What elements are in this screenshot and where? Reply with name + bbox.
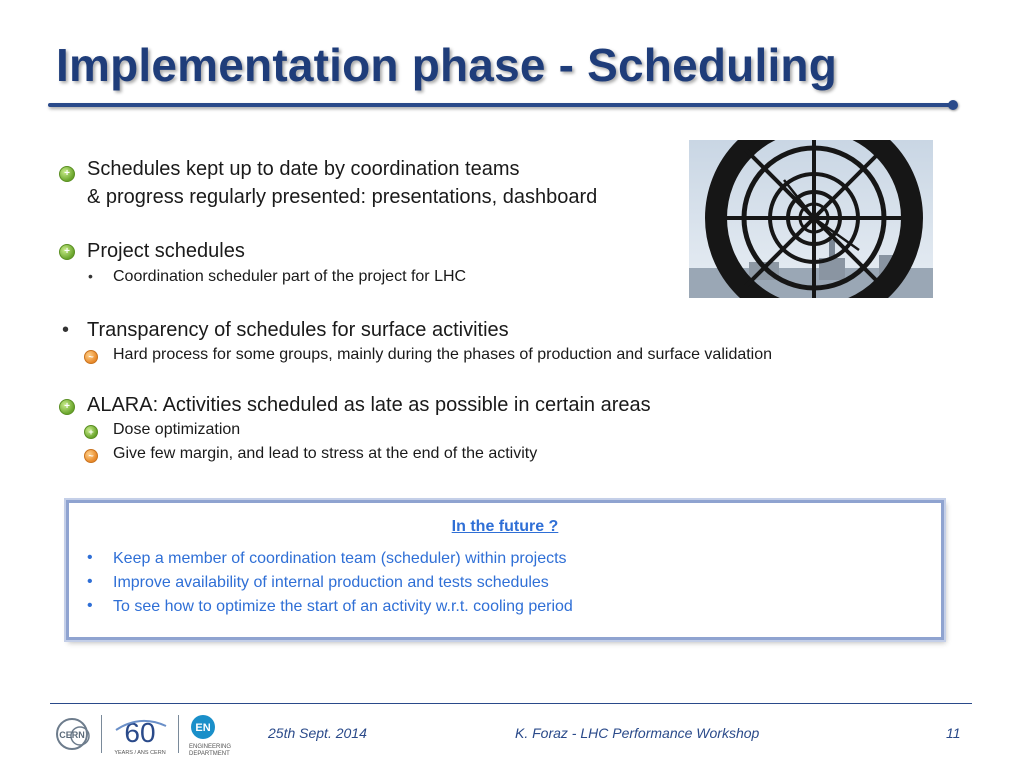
future-item: Improve availability of internal production and tests schedules — [113, 574, 549, 591]
footer-date: 25th Sept. 2014 — [268, 725, 367, 741]
bullet-2-text: Project schedules — [87, 240, 245, 262]
tilde-marker-icon: ~ — [84, 449, 98, 463]
en-department-logo — [186, 712, 246, 758]
slide-title: Implementation phase - Scheduling — [56, 39, 838, 91]
svg-text:YEARS / ANS CERN: YEARS / ANS CERN — [114, 750, 166, 756]
bullet-1-line-2: & progress regularly presented: presentations, dashboard — [87, 186, 598, 208]
bullet-dot-icon: • — [87, 573, 93, 590]
footer-presenter: K. Foraz - LHC Performance Workshop — [515, 725, 760, 741]
clock-tower-photo — [689, 140, 933, 298]
bullet-1-line-1: Schedules kept up to date by coordination teams — [87, 158, 520, 180]
cern-logo — [52, 714, 96, 754]
logo-divider — [101, 715, 102, 753]
bullet-2-sub-1: Coordination scheduler part of the project for LHC — [113, 268, 467, 285]
page-number: 11 — [946, 725, 961, 741]
bullet-dot-icon: • — [88, 268, 93, 284]
cern-60-years-logo — [110, 712, 172, 758]
bullet-dot-icon: • — [87, 597, 93, 614]
future-item: Keep a member of coordination team (scheduler) within projects — [113, 550, 567, 567]
plus-marker-icon: + — [84, 425, 98, 439]
logo-divider — [178, 715, 179, 753]
plus-marker-icon: + — [59, 244, 75, 260]
bullet-4-sub-1: Dose optimization — [113, 421, 241, 438]
svg-text:CERN: CERN — [59, 730, 85, 740]
future-callout-box — [66, 500, 944, 640]
bullet-4-text: ALARA: Activities scheduled as late as possible in certain areas — [87, 394, 651, 416]
plus-marker-icon: + — [59, 166, 75, 182]
bullet-dot-icon: • — [62, 319, 70, 341]
future-title: In the future ? — [451, 518, 559, 535]
tilde-marker-icon: ~ — [84, 350, 98, 364]
svg-text:DEPARTMENT: DEPARTMENT — [189, 751, 230, 757]
bullet-3-sub-1: Hard process for some groups, mainly during the phases of production and surface validation — [113, 346, 773, 363]
svg-text:ENGINEERING: ENGINEERING — [189, 744, 232, 750]
svg-text:60: 60 — [124, 717, 156, 748]
title-underline — [48, 103, 954, 107]
future-item: To see how to optimize the start of an activity w.r.t. cooling period — [113, 598, 573, 615]
plus-marker-icon: + — [59, 399, 75, 415]
bullet-4-sub-2: Give few margin, and lead to stress at the end of the activity — [113, 445, 538, 462]
bullet-3-text: Transparency of schedules for surface activities — [87, 319, 509, 341]
title-underline-dot — [948, 100, 958, 110]
footer-divider — [50, 703, 972, 704]
svg-text:EN: EN — [195, 722, 211, 734]
bullet-dot-icon: • — [87, 549, 93, 566]
